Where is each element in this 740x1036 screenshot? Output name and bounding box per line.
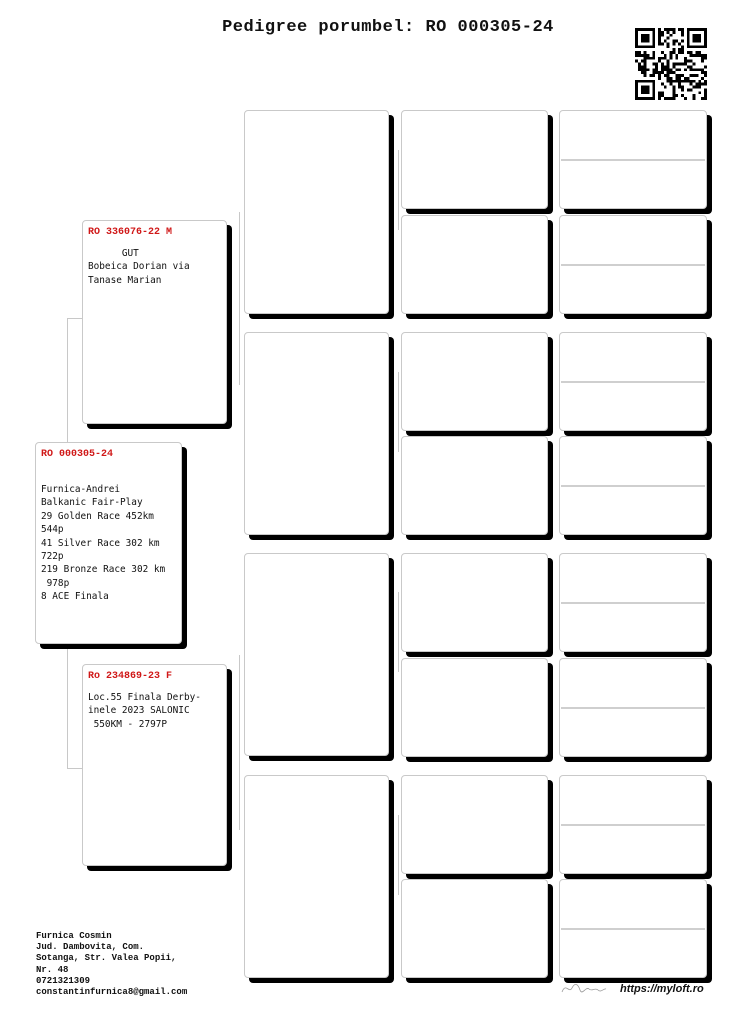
connector-line [398,372,399,452]
connector-line [239,212,240,385]
subject-ring: RO 000305-24 [41,449,114,460]
card-divider [561,485,705,487]
signature-icon [560,980,608,996]
sire-card[interactable] [82,220,227,424]
ggg-parents-card[interactable] [559,553,707,652]
great-grandparent-card[interactable] [401,658,548,757]
subject-card[interactable] [35,442,182,644]
grandparent-card[interactable] [244,775,389,978]
connector-line [398,592,399,672]
sire-ring: RO 336076-22 M [88,227,173,238]
connector-line [398,150,399,230]
ggg-parents-card[interactable] [559,215,707,314]
ggg-parents-card[interactable] [559,332,707,431]
card-divider [561,824,705,826]
great-grandparent-card[interactable] [401,215,548,314]
connector-line [239,655,240,830]
card-divider [561,381,705,383]
card-divider [561,928,705,930]
grandparent-card[interactable] [244,553,389,756]
card-divider [561,602,705,604]
subject-notes: Furnica-Andrei Balkanic Fair-Play 29 Golden Race 452km 544p 41 Silver Race 302 km 722p 219 Bronze Race 302 km 978p 8 ACE Finala [41,484,166,603]
connector-line [398,815,399,895]
ggg-parents-card[interactable] [559,436,707,535]
card-divider [561,264,705,266]
qr-code-icon [635,28,707,100]
dam-ring: Ro 234869-23 F [88,671,173,682]
great-grandparent-card[interactable] [401,879,548,978]
sire-notes: GUT Bobeica Dorian via Tanase Marian [88,248,190,286]
grandparent-card[interactable] [244,110,389,314]
grandparent-card[interactable] [244,332,389,535]
page-title: Pedigree porumbel: RO 000305-24 [222,18,554,37]
ggg-parents-card[interactable] [559,775,707,874]
ggg-parents-card[interactable] [559,110,707,209]
card-divider [561,707,705,709]
website-link[interactable]: https://myloft.ro [620,983,704,995]
connector-line [67,318,82,319]
card-divider [561,159,705,161]
great-grandparent-card[interactable] [401,110,548,209]
great-grandparent-card[interactable] [401,775,548,874]
great-grandparent-card[interactable] [401,553,548,652]
owner-contact: Furnica Cosmin Jud. Dambovita, Com. Sotanga, Str. Valea Popii, Nr. 48 0721321309 constantinfurnica8@gmail.com [36,931,188,998]
ggg-parents-card[interactable] [559,879,707,978]
great-grandparent-card[interactable] [401,436,548,535]
ggg-parents-card[interactable] [559,658,707,757]
connector-line [67,768,82,769]
great-grandparent-card[interactable] [401,332,548,431]
dam-notes: Loc.55 Finala Derby- inele 2023 SALONIC 550KM - 2797P [88,692,201,730]
dam-card[interactable] [82,664,227,866]
